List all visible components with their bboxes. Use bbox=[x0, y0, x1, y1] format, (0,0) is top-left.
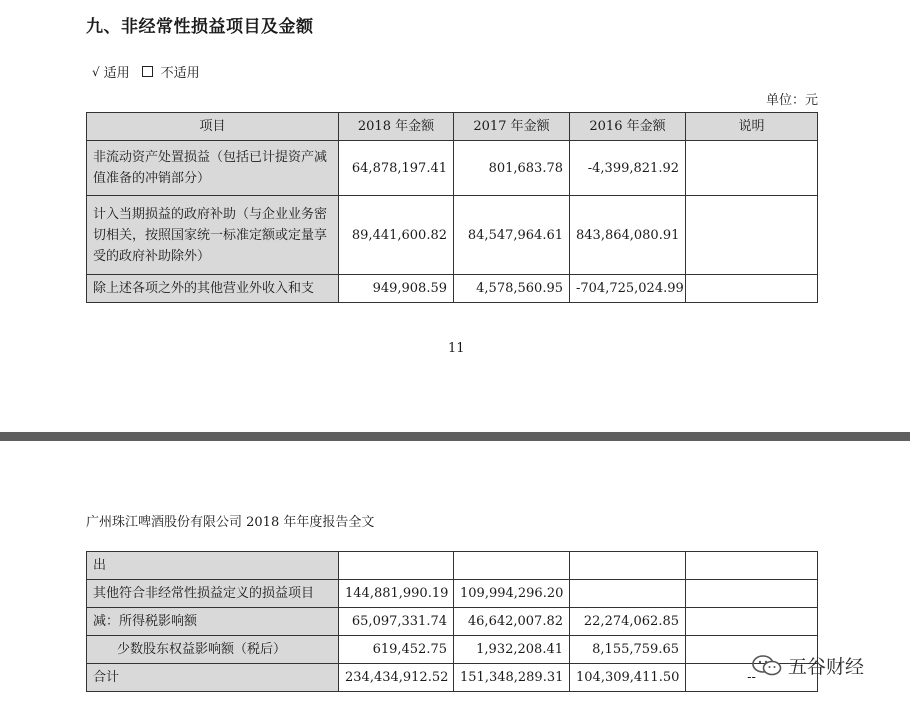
empty-checkbox-icon bbox=[142, 66, 153, 77]
row-2016: -704,725,024.99 bbox=[570, 275, 686, 303]
header-2017: 2017 年金额 bbox=[454, 113, 570, 141]
table-row bbox=[87, 636, 818, 664]
page-separator bbox=[0, 432, 910, 441]
table-row bbox=[87, 608, 818, 636]
row-2017: 151,348,289.31 bbox=[454, 664, 570, 692]
row-2018: 64,878,197.41 bbox=[339, 141, 454, 196]
row-2018: 89,441,600.82 bbox=[339, 196, 454, 275]
table-row bbox=[87, 664, 818, 692]
row-note bbox=[686, 196, 818, 275]
row-note bbox=[686, 608, 818, 636]
header-item: 项目 bbox=[87, 113, 339, 141]
row-item: 除上述各项之外的其他营业外收入和支 bbox=[87, 275, 339, 303]
row-2018: 949,908.59 bbox=[339, 275, 454, 303]
applicable-label: 适用 bbox=[103, 66, 130, 81]
row-2016: 843,864,080.91 bbox=[570, 196, 686, 275]
row-item: 合计 bbox=[87, 664, 339, 692]
row-note bbox=[686, 141, 818, 196]
row-2017: 109,994,296.20 bbox=[454, 580, 570, 608]
table-row bbox=[87, 552, 818, 580]
row-2016 bbox=[570, 580, 686, 608]
check-mark-icon: √ bbox=[92, 64, 100, 79]
header-note: 说明 bbox=[686, 113, 818, 141]
row-2017: 84,547,964.61 bbox=[454, 196, 570, 275]
row-note bbox=[686, 275, 818, 303]
table-row bbox=[87, 141, 818, 196]
section-title: 九、非经常性损益项目及金额 bbox=[86, 17, 314, 37]
table-row bbox=[87, 196, 818, 275]
report-header: 广州珠江啤酒股份有限公司 2018 年年度报告全文 bbox=[86, 515, 375, 530]
row-2017: 46,642,007.82 bbox=[454, 608, 570, 636]
row-2016 bbox=[570, 552, 686, 580]
applicability-options bbox=[92, 62, 200, 81]
page-number: 11 bbox=[448, 341, 465, 356]
row-note bbox=[686, 552, 818, 580]
row-2016: 22,274,062.85 bbox=[570, 608, 686, 636]
non-recurring-items-table bbox=[86, 112, 818, 303]
row-item: 其他符合非经常性损益定义的损益项目 bbox=[87, 580, 339, 608]
row-note: -- bbox=[686, 664, 818, 692]
table-row bbox=[87, 580, 818, 608]
row-2018: 234,434,912.52 bbox=[339, 664, 454, 692]
row-note bbox=[686, 580, 818, 608]
row-2017: 1,932,208.41 bbox=[454, 636, 570, 664]
not-applicable-label: 不适用 bbox=[160, 66, 200, 81]
row-2018: 65,097,331.74 bbox=[339, 608, 454, 636]
row-2017 bbox=[454, 552, 570, 580]
watermark bbox=[752, 652, 864, 679]
row-item: 计入当期损益的政府补助（与企业业务密切相关，按照国家统一标准定额或定量享受的政府补助除外） bbox=[87, 196, 339, 275]
row-2017: 801,683.78 bbox=[454, 141, 570, 196]
unit-label: 单位：元 bbox=[766, 93, 819, 108]
row-2018 bbox=[339, 552, 454, 580]
row-2016: 104,309,411.50 bbox=[570, 664, 686, 692]
wechat-icon bbox=[752, 655, 782, 677]
row-2016: 8,155,759.65 bbox=[570, 636, 686, 664]
row-2018: 619,452.75 bbox=[339, 636, 454, 664]
row-item: 减：所得税影响额 bbox=[87, 608, 339, 636]
non-recurring-items-table-continued bbox=[86, 551, 818, 692]
header-2016: 2016 年金额 bbox=[570, 113, 686, 141]
report-page-bottom bbox=[0, 441, 910, 709]
row-item: 少数股东权益影响额（税后） bbox=[87, 636, 339, 664]
row-item: 非流动资产处置损益（包括已计提资产减值准备的冲销部分） bbox=[87, 141, 339, 196]
row-item: 出 bbox=[87, 552, 339, 580]
watermark-text: 五谷财经 bbox=[788, 656, 865, 678]
row-2016: -4,399,821.92 bbox=[570, 141, 686, 196]
row-2018: 144,881,990.19 bbox=[339, 580, 454, 608]
row-2017: 4,578,560.95 bbox=[454, 275, 570, 303]
table-row bbox=[87, 275, 818, 303]
header-2018: 2018 年金额 bbox=[339, 113, 454, 141]
table-header-row bbox=[87, 113, 818, 141]
